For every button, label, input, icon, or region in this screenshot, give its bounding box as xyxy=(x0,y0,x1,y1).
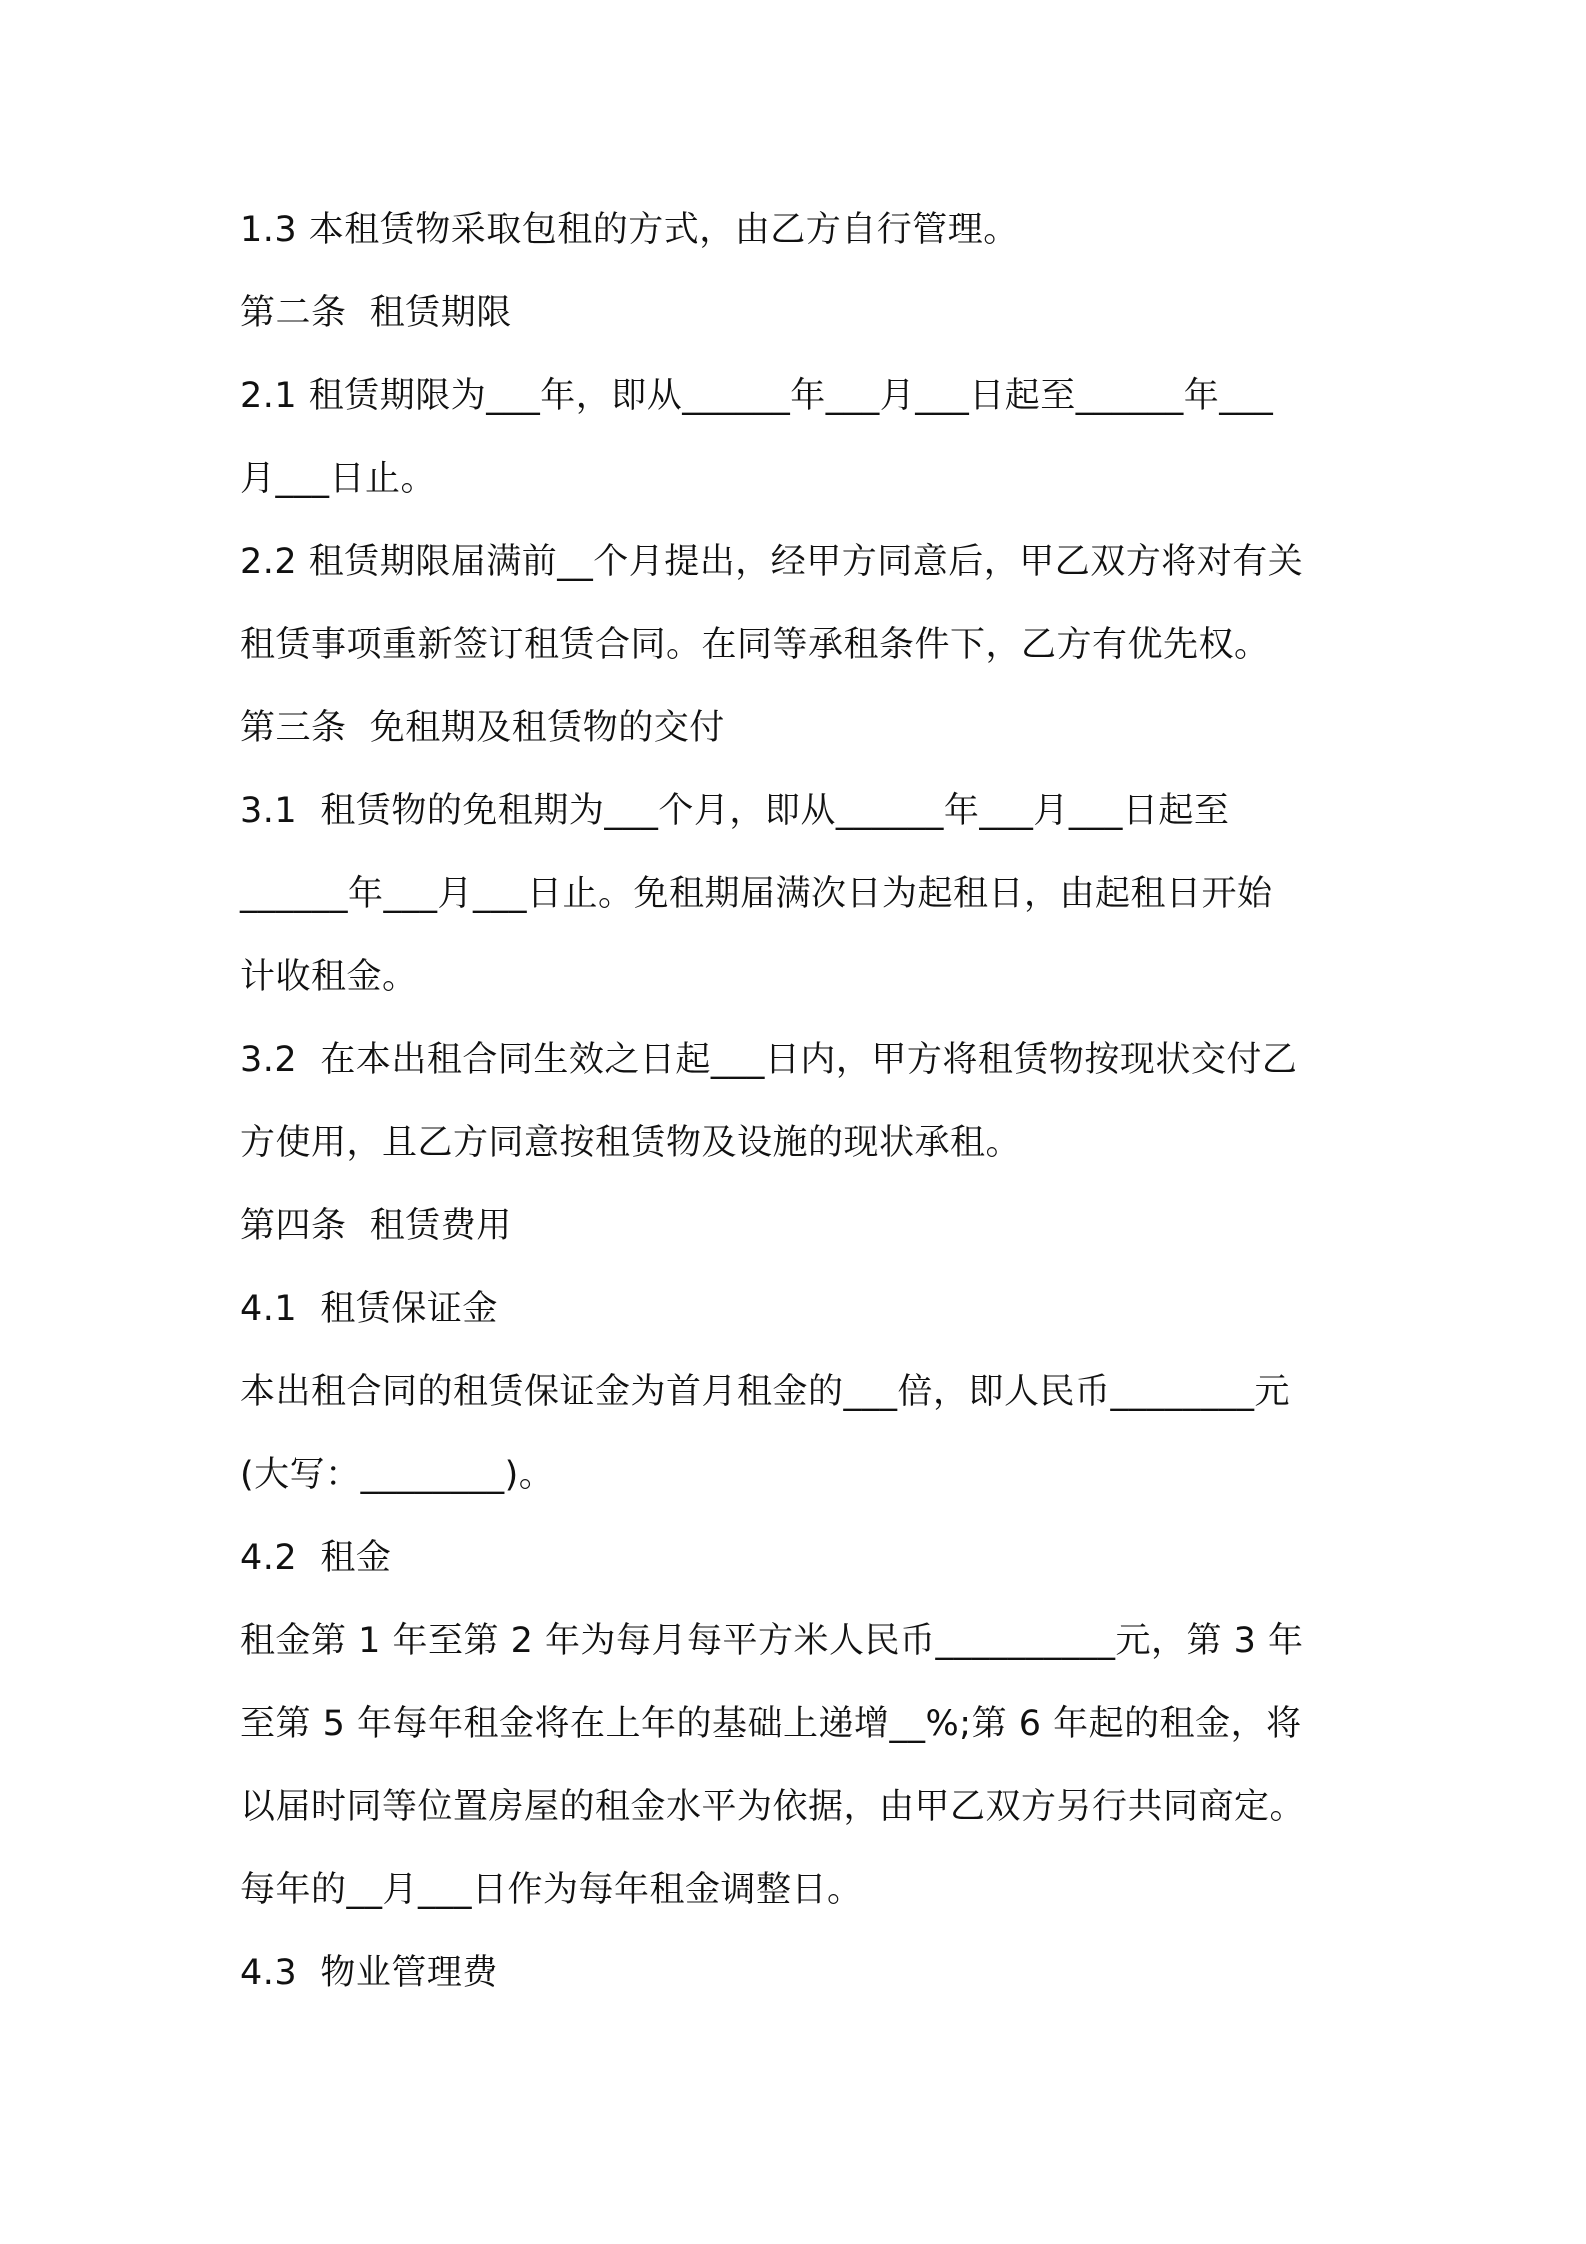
clause-2-2-line-2: 租赁事项重新签订租赁合同。在同等承租条件下，乙方有优先权。 xyxy=(240,625,1270,665)
clause-4-1-line-1: 本出租合同的租赁保证金为首月租金的___倍，即人民币________元 xyxy=(240,1372,1291,1412)
clause-2-2-line-1: 2.2 租赁期限届满前__个月提出，经甲方同意后，甲乙双方将对有关 xyxy=(240,542,1304,582)
clause-3-1-line-3: 计收租金。 xyxy=(240,957,418,997)
clause-4-3-heading: 4.3 物业管理费 xyxy=(240,1953,498,1993)
clause-3-2-line-2: 方使用，且乙方同意按租赁物及设施的现状承租。 xyxy=(240,1123,1022,1163)
article-3-heading: 第三条 免租期及租赁物的交付 xyxy=(240,708,725,748)
article-4-heading: 第四条 租赁费用 xyxy=(240,1206,512,1246)
clause-4-2-line-1: 租金第 1 年至第 2 年为每月每平方米人民币__________元，第 3 年 xyxy=(240,1621,1304,1661)
clause-3-1-line-2: ______年___月___日止。免租期届满次日为起租日，由起租日开始 xyxy=(240,874,1273,914)
clause-2-1-line-2: 月___日止。 xyxy=(240,459,437,499)
clause-4-2-line-2: 至第 5 年每年租金将在上年的基础上递增__%;第 6 年起的租金，将 xyxy=(240,1704,1302,1744)
clause-4-1-line-2: (大写：________)。 xyxy=(240,1455,555,1495)
clause-2-1-line-1: 2.1 租赁期限为___年，即从______年___月___日起至______年___ xyxy=(240,376,1274,416)
clause-3-1-line-1: 3.1 租赁物的免租期为___个月，即从______年___月___日起至 xyxy=(240,791,1230,831)
clause-4-2-line-3: 以届时同等位置房屋的租金水平为依据，由甲乙双方另行共同商定。 xyxy=(240,1787,1306,1827)
clause-1-3: 1.3 本租赁物采取包租的方式，由乙方自行管理。 xyxy=(240,210,1019,250)
clause-4-1-heading: 4.1 租赁保证金 xyxy=(240,1289,498,1329)
article-2-heading: 第二条 租赁期限 xyxy=(240,293,512,333)
clause-4-2-line-4: 每年的__月___日作为每年租金调整日。 xyxy=(240,1870,863,1910)
clause-3-2-line-1: 3.2 在本出租合同生效之日起___日内，甲方将租赁物按现状交付乙 xyxy=(240,1040,1298,1080)
clause-4-2-heading: 4.2 租金 xyxy=(240,1538,392,1578)
